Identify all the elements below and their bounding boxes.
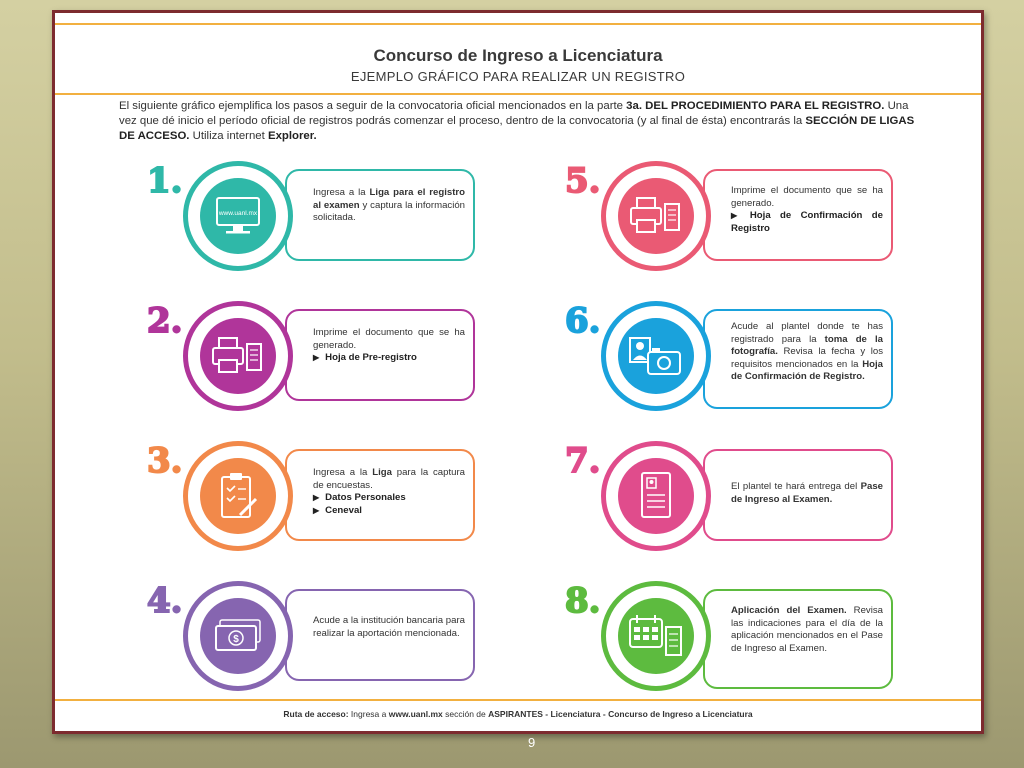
clipboard-icon [216,471,260,521]
step-3-item-2: ▶ Ceneval [313,505,465,518]
step-7-card [703,449,893,541]
money-bill-icon [212,616,264,656]
step-5-number: 5. [565,161,601,201]
step-7-number: 7. [565,441,601,481]
step-1-disk [200,178,276,254]
page-title: Concurso de Ingreso a Licenciatura [373,46,663,65]
step-8-ring [601,581,711,691]
pass-document-icon [638,471,674,521]
step-3-disk [200,458,276,534]
header-divider [55,93,981,95]
step-5-item: ▶ Hoja de Confirmación de Registro [731,210,883,235]
intro-paragraph: El siguiente gráfico ejemplifica los pasos a seguir de la convocatoria oficial mencionados en la parte 3a. DEL PROCEDIMIENTO PARA EL REGISTRO. Una vez que dé inicio el período oficial de registros podrás comenzar el proceso, dentro de la convocatoria (y al final de ésta) encontrarás la SECCIÓN DE LIGAS DE ACCESO. Utiliza internet Explorer. [119,100,915,142]
step-2-text: Imprime el documento que se ha generado. ▶ Hoja de Pre-registro [313,327,465,365]
step-8-number: 8. [565,581,601,621]
step-6-card [703,309,893,409]
step-3-number: 3. [147,441,183,481]
page-subtitle: EJEMPLO GRÁFICO PARA REALIZAR UN REGISTRO [350,69,686,84]
step-3-card [285,449,475,541]
access-route-note: Ruta de acceso: Ingresa a www.uanl.mx sección de ASPIRANTES - Licenciatura - Concurso de Ingreso a Licenciatura [283,709,753,719]
step-2-disk [200,318,276,394]
step-5-text: Imprime el documento que se ha generado. ▶ Hoja de Confirmación de Registro [731,185,883,235]
step-6-number: 6. [565,301,601,341]
camera-icon [628,334,684,378]
step-1-number: 1. [147,161,183,201]
printer-icon [211,334,265,378]
step-5-disk [618,178,694,254]
svg-text:$: $ [233,634,239,645]
step-8-card [703,589,893,689]
step-4-number: 4. [147,581,183,621]
step-6-ring [601,301,711,411]
step-8-text: Aplicación del Examen. Revisa las indicaciones para el día de la aplicación mencionados en el Pase de Ingreso al Examen. [731,605,883,654]
step-3-text: Ingresa a la Liga para la captura de encuestas. ▶ Datos Personales ▶ Ceneval [313,467,465,517]
step-6-disk [618,318,694,394]
top-accent-line [55,23,981,25]
footer-divider [55,699,981,701]
step-1-text: Ingresa a la Liga para el registro al examen y captura la información solicitada. [313,187,466,223]
step-4-ring [183,581,293,691]
step-4-disk [200,598,276,674]
step-3-item-1: ▶ Datos Personales [313,492,465,505]
step-7-ring [601,441,711,551]
step-2-ring [183,301,293,411]
step-2-card [285,309,475,401]
svg-text:www.uanl.mx: www.uanl.mx [218,210,258,217]
page-number: 9 [528,735,536,750]
step-8-disk [618,598,694,674]
step-1-card [285,169,475,261]
slide-frame [52,10,984,734]
step-1-ring [183,161,293,271]
step-7-text: El plantel te hará entrega del Pase de Ingreso al Examen. [731,481,883,505]
monitor-icon [213,194,263,238]
step-2-item: ▶ Hoja de Pre-registro [313,352,465,365]
step-4-card [285,589,475,681]
step-2-number: 2. [147,301,183,341]
step-5-ring [601,161,711,271]
step-5-card [703,169,893,261]
calendar-icon [628,613,684,659]
step-3-ring [183,441,293,551]
step-6-text: Acude al plantel donde te has registrado para la toma de la fotografía. Revisa la fecha y los requisitos mencionados en la Hoja de Confirmación de Registro. [731,321,884,382]
step-4-text: Acude a la institución bancaria para realizar la aportación mencionada. [313,615,465,639]
printer-icon [629,194,683,238]
step-7-disk [618,458,694,534]
